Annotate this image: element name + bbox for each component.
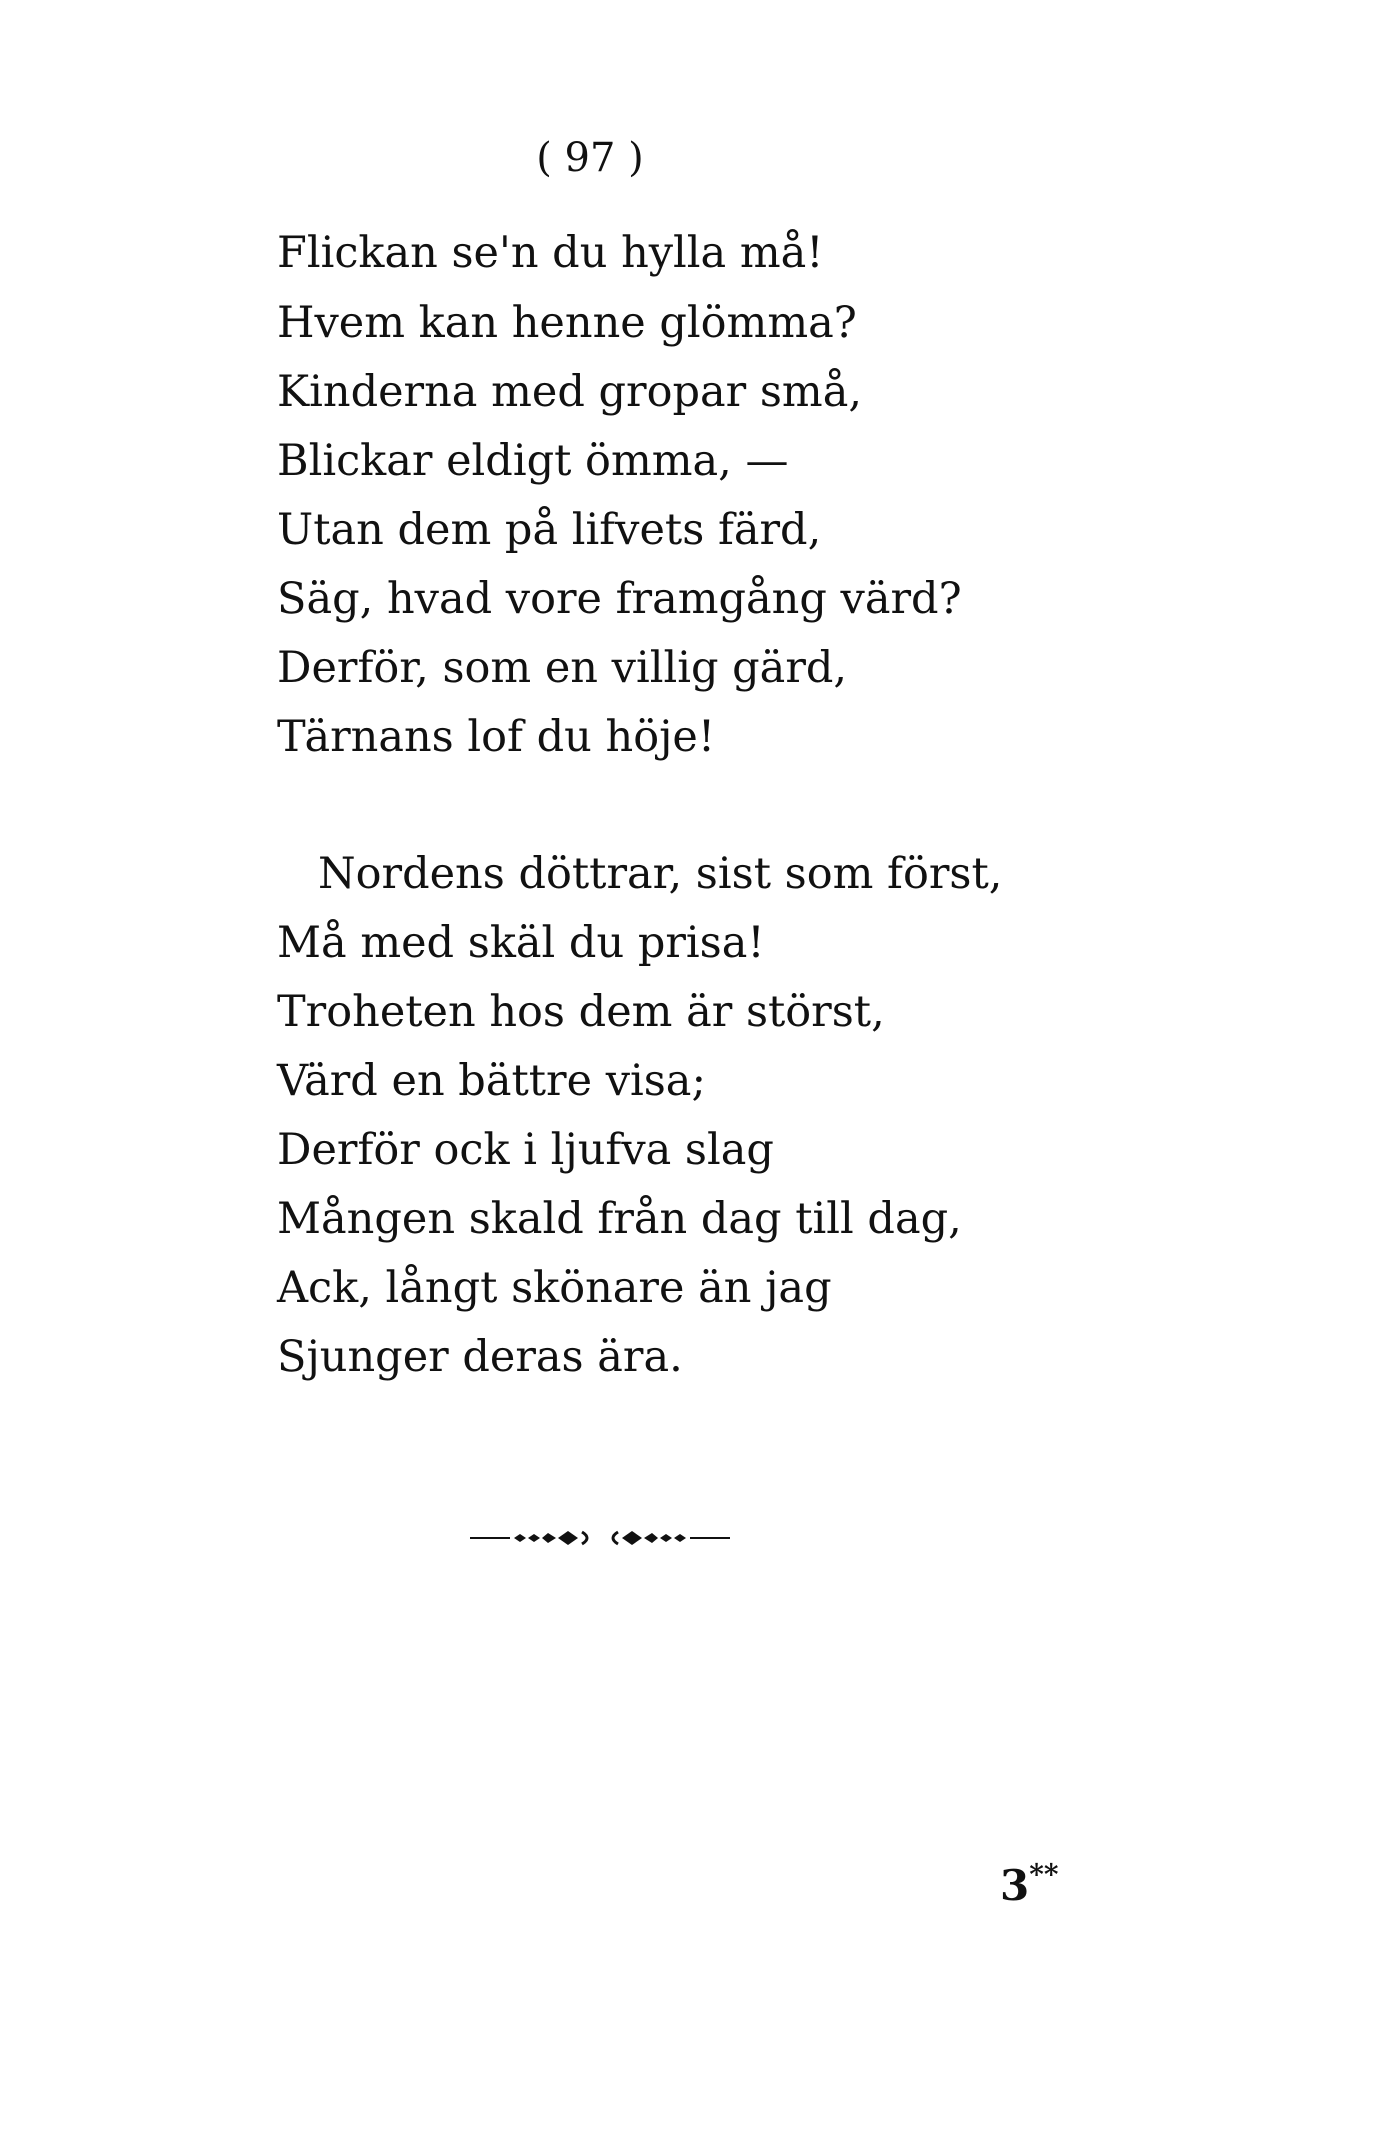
- verse-line: Flickan se'n du hylla må!: [277, 228, 824, 278]
- verse-line: Sjunger deras ära.: [277, 1332, 683, 1382]
- signature-number: 3: [1000, 1861, 1030, 1910]
- verse-line: Mången skald från dag till dag,: [277, 1194, 962, 1244]
- verse-line: Derför, som en villig gärd,: [277, 643, 848, 693]
- verse-line: Nordens döttrar, sist som först,: [318, 849, 1003, 899]
- verse-line: Värd en bättre visa;: [277, 1056, 706, 1106]
- printer-signature: [1000, 1858, 1059, 1910]
- verse-line: Blickar eldigt ömma, —: [277, 436, 789, 486]
- verse-line: Hvem kan henne glömma?: [277, 298, 857, 348]
- verse-line: Kinderna med gropar små,: [277, 367, 863, 417]
- verse-line: Ack, långt skönare än jag: [277, 1263, 832, 1313]
- verse-line: Tärnans lof du höje!: [277, 712, 716, 762]
- signature-stars: **: [1029, 1858, 1059, 1891]
- verse-line: Derför ock i ljufva slag: [277, 1125, 774, 1175]
- verse-line: Troheten hos dem är störst,: [277, 987, 885, 1037]
- verse-line: Utan dem på lifvets färd,: [277, 505, 822, 555]
- verse-line: Säg, hvad vore framgång värd?: [277, 574, 962, 624]
- decorative-rule-icon: [470, 1528, 730, 1548]
- page-number-text: ( 97 ): [536, 135, 644, 181]
- verse-line: Må med skäl du prisa!: [277, 918, 765, 968]
